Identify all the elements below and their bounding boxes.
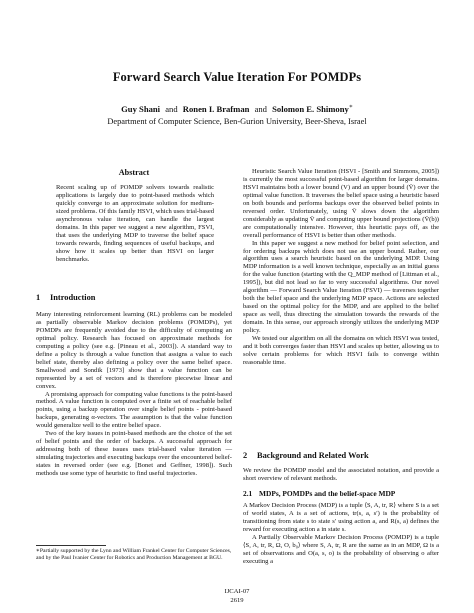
author-separator: and [254,103,267,114]
section-heading-background [243,451,369,460]
footnote: ∗Partially supported by the Lynn and William Frankel Center for Computer Sciences, and by the Paul Ivanier Center for Robotics and Production Management at BGU. [36,548,232,561]
author-list [0,103,474,114]
subsection-title: MDPs, POMDPs and the belief-space MDP [259,489,396,498]
author-separator: and [165,103,178,114]
paragraph: A Markov Decision Process (MDP) is a tuple ⟨S, A, tr, R⟩ where S is a set of world states, A is a set of actions, tr(s, a, s′) is the probability of transitioning from state s to state s′ using action a, and R(s, a) defines the reward for executing action a in state s. [243,502,439,533]
section-heading-introduction [36,293,95,302]
paragraph: Two of the key issues in point-based methods are the choice of the set of belief points and the order of backups. A successful approach for addressing both of these issues uses trial-based value iteration — simulating trajectories and executing backups over the encountered belief-states in reversed order (see e.g. [Bonet and Geffner, 1998]). Such methods use some type of heuristic to find useful trajectories. [36,430,232,478]
paper-title: Forward Search Value Iteration For POMDPs [112,70,362,84]
section-title: Introduction [50,293,96,302]
right-column-body [243,168,439,367]
subsection-heading [243,489,395,498]
background-intro [243,467,439,483]
section-title: Background and Related Work [257,451,369,460]
paragraph: Heuristic Search Value Iteration (HSVI - [Smith and Simmons, 2005]) is currently the most successful point-based algorithm for larger domains. HSVI maintains both a lower bound (V) and an upper bound (V̄) over the optimal value function. It traverses the belief space using a heuristic based on both bounds and performs backups over the observed belief points in reversed order. Unfortunately, using V̄ slows down the algorithm considerably as updating V̄ and computing upper bound projections (V̄(b)) are computationally intensive. However, this heuristic pays off, as the overall performance of HSVI is better than other methods. [243,168,439,239]
background-body [243,502,439,566]
section-number: 2 [243,451,248,460]
affiliation: Department of Computer Science, Ben-Gurion University, Beer-Sheva, Israel [107,117,367,126]
paragraph: Many interesting reinforcement learning (RL) problems can be modeled as partially observable Markov decision problems (POMDPs), yet POMDPs are frequently avoided due to the difficulty of computing an optimal policy. Research has focused on approximate methods for computing a policy (see e.g. [Pineau et al., 2003]). A standard way to define a policy is through a value function that assigns a value to each belief state, thereby also defining a policy over the same belief space. Smallwood and Sondik [1973] show that a value function can be represented by a set of vectors and is therefore piecewise linear and convex. [36,311,232,390]
page-number: 2619 [230,597,244,604]
abstract-heading: Abstract [118,168,150,177]
paragraph: A promising approach for computing value functions is the point-based method. A value function is computed over a finite set of reachable belief points, using a backup operation over single belief points - point-based backups, generating α-vectors. The assumption is that the value function would generalize well to the entire belief space. [36,390,232,430]
author-name: Solomon E. Shimony [272,103,349,114]
subsection-number: 2.1 [243,489,253,498]
venue-footer: IJCAI-07 [224,588,250,595]
author-name: Guy Shani [121,103,161,114]
paragraph: We review the POMDP model and the associated notation, and provide a short overview of relevant methods. [243,467,439,482]
section-number: 1 [36,293,41,302]
paragraph: A Partially Observable Markov Decision Process (POMDP) is a tuple ⟨S, A, tr, R, Ω, O, b₀⟩ where S, A, tr, R are the same as in an MDP, Ω is a set of observations and O(a, s, o) is the probability of observing o after executing a [243,533,439,565]
paragraph: We tested our algorithm on all the domains on which HSVI was tested, and it both converges faster than HSVI and scales up better, allowing us to solve certain problems for which HSVI fails to converge within reasonable time. [243,335,439,366]
footnote-marker: ∗ [348,104,353,110]
paragraph: In this paper we suggest a new method for belief point selection, and for ordering backups which does not use an upper bound. Rather, our algorithm uses a search heuristic based on the underlying MDP. Using MDP information is a well known technique, especially as an initial guess for the value function (starting with the Q_MDP method of [Littman et al., 1995]), but did not lead so far to very successful algorithms. Our novel algorithm — Forward Search Value Iteration (FSVI) — traverses together both the belief space and the underlying MDP space. Actions are selected based on the optimal policy for the MDP, and are applied to the belief space as well, thus directing the simulation towards the rewards of the domain. In this sense, our approach strongly utilizes the underlying MDP policy. [243,239,439,335]
abstract-text: Recent scaling up of POMDP solvers towards realistic applications is largely due to point-based methods which quickly converge to an approximate solution for medium-sized problems. Of this family HSVI, which uses trial-based asynchronous value iteration, can handle the largest domains. In this paper we suggest a new algorithm, FSVI, that uses the underlying MDP to traverse the belief space towards rewards, finding sequences of useful backups, and show how it scales up better than HSVI on larger benchmarks. [56,184,214,263]
intro-body [36,311,232,478]
footnote-divider [36,545,106,546]
author-name: Ronen I. Brafman [182,103,250,114]
